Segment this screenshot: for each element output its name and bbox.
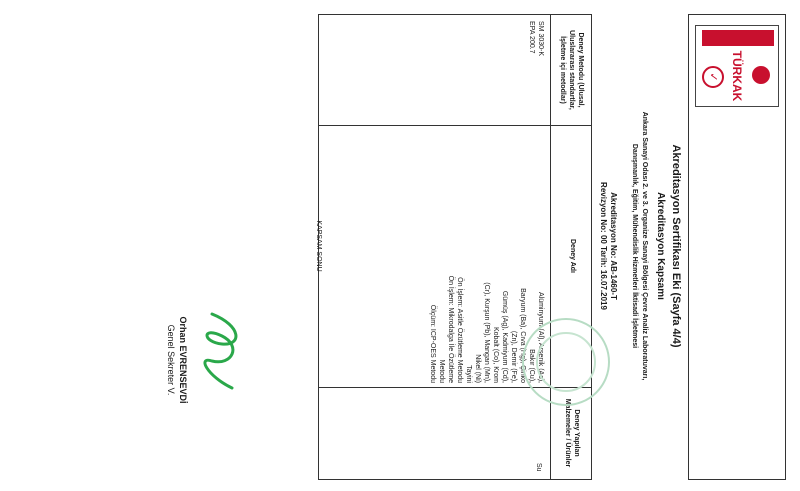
test-line: Tayini [465, 365, 472, 383]
scope-table [318, 14, 592, 480]
signatory-role: Genel Sekreter V. [166, 324, 176, 396]
method-line: SM 3030-K [537, 21, 544, 57]
test-line: Ölçüm: ICP-OES Metodu [429, 304, 436, 383]
header-divider [550, 15, 551, 479]
header-test-name: Deney Adı [569, 239, 576, 273]
logo-check-icon: ✓ [702, 66, 724, 88]
header-method: Deney Metodu (Ulusal, Uluslararası standartlar, İşletme içi metodlar) [559, 30, 584, 110]
col-divider-1 [319, 125, 591, 126]
seal-stamp-icon [522, 318, 610, 406]
signatory-name: Orhan EVRENSEVDİ [178, 316, 188, 404]
test-line: Ön İşlem: Asitle Özütleme Metodu [456, 277, 463, 383]
material-value: Su [535, 463, 542, 472]
signature-icon [192, 306, 252, 396]
org-line-1: Ankara Sanayi Odası 2. ve 3. Organize Sanayi Bölgesi Çevre Analiz Laboratuvarı, [641, 111, 648, 381]
test-line: Alüminyum (Al), Arsenik (As), Bakır (Cu), [528, 291, 544, 383]
accreditation-number: Akreditasyon No: AB-1460-T [609, 192, 618, 300]
header-box [688, 14, 786, 480]
scope-subtitle: Akreditasyon Kapsamı [655, 192, 666, 300]
method-line: EPA 200.7 [528, 21, 535, 54]
logo-word: TÜRKAK [730, 50, 744, 102]
revision-info: Revizyon No: 00 Tarih: 16.07.2019 [599, 182, 608, 310]
test-line: Baryum (Ba), Cıva (Hg), Çinko (Zn), Demir (Fe), [510, 288, 526, 383]
logo-emblem-icon [752, 66, 770, 84]
scope-end-note: KAPSAM SONU [315, 220, 322, 272]
turkak-logo [695, 25, 779, 107]
header-materials: Deney Yapılan Malzemeler / Ürünler [564, 398, 580, 468]
org-line-2: Danışmanlık, Eğitim, Mühendislik Hizmetleri İktisadi İşletmesi [631, 143, 638, 349]
logo-red-band [702, 30, 774, 46]
method-lines [527, 21, 545, 119]
test-line: Gümüş (Ag), Kadmiyum (Cd), Kobalt (Co), Krom [492, 290, 508, 383]
test-line: (Cr), Kurşun (Pb), Mangan (Mn), Nikel (Ni) [474, 282, 490, 383]
test-line: Ön İşlem: Mikrodalga İle Özütleme Metodu [438, 275, 454, 383]
page-title: Akreditasyon Sertifikası Eki (Sayfa 4/4) [670, 144, 682, 348]
